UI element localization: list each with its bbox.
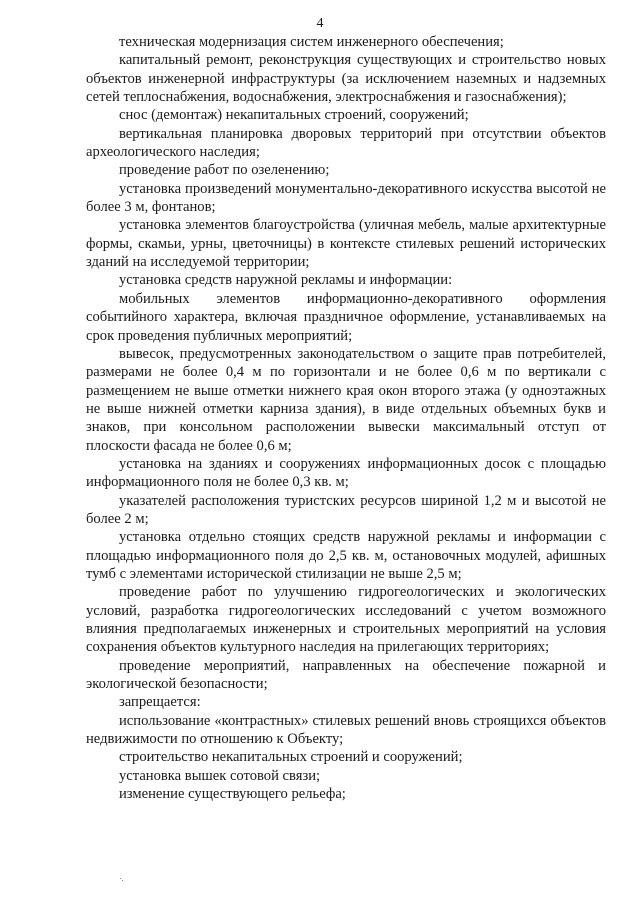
paragraph: проведение работ по улучшению гидрогеологических и экологических условий, разработка гидрогеологических исследований с учетом возможного влияния предполагаемых инженерных и строительных мероприятий на условия сохранения объектов культурного наследия на прилегающих территориях; (86, 584, 606, 656)
paragraph: проведение мероприятий, направленных на обеспечение пожарной и экологической безопасности; (86, 657, 606, 693)
paragraph: установка вышек сотовой связи; (119, 767, 321, 784)
paragraph: установка элементов благоустройства (уличная мебель, малые архитектурные формы, скамьи, урны, цветочницы) в контексте стилевых решений исторических зданий на исследуемой территории; (86, 217, 606, 271)
paragraph: установка произведений монументально-декоративного искусства высотой не более 3 м, фонтанов; (86, 180, 606, 216)
paragraph: изменение существующего рельефа; (119, 786, 346, 803)
document-body (86, 33, 606, 803)
paragraph: мобильных элементов информационно-декоративного оформления событийного характера, включая праздничное оформление, устанавливаемых на срок проведения публичных мероприятий; (86, 290, 606, 344)
paragraph: установка на зданиях и сооружениях информационных досок с площадью информационного поля не более 0,3 кв. м; (86, 455, 606, 491)
page-number: 4 (316, 16, 324, 31)
paragraph: запрещается: (119, 694, 201, 711)
paragraph: использование «контрастных» стилевых решений вновь строящихся объектов недвижимости по отношению к Объекту; (86, 712, 606, 748)
paragraph: проведение работ по озеленению; (119, 162, 330, 179)
scan-speck (120, 878, 124, 882)
paragraph: строительство некапитальных строений и сооружений; (119, 749, 463, 766)
paragraph: капитальный ремонт, реконструкция существующих и строительство новых объектов инженерной инфраструктуры (за исключением наземных и надземных сетей теплоснабжения, водоснабжения, электроснабжения и газоснабжения); (86, 52, 606, 106)
paragraph: указателей расположения туристских ресурсов шириной 1,2 м и высотой не более 2 м; (86, 492, 606, 527)
paragraph: установка отдельно стоящих средств наружной рекламы и информации с площадью информационного поля до 2,5 кв. м, остановочных модулей, афишных тумб с элементами исторической стилизации не выше 2,5 м; (86, 529, 606, 582)
paragraph: техническая модернизация систем инженерного обеспечения; (119, 34, 504, 50)
paragraph: снос (демонтаж) некапитальных строений, сооружений; (119, 107, 469, 124)
paragraph: установка средств наружной рекламы и информации: (119, 272, 453, 289)
paragraph: вывесок, предусмотренных законодательством о защите прав потребителей, размерами не более 0,4 м по горизонтали и не более 0,6 м по вертикали с размещением не выше отметки нижнего края окон второго этажа (у одноэтажных не выше нижней отметки карниза здания), в виде отдельных объемных букв и знаков, при консольном расположении вывески максимальный отступ от плоскости фасада не более 0,6 м; (86, 345, 606, 454)
paragraph: вертикальная планировка дворовых территорий при отсутствии объектов археологического наследия; (86, 125, 606, 161)
